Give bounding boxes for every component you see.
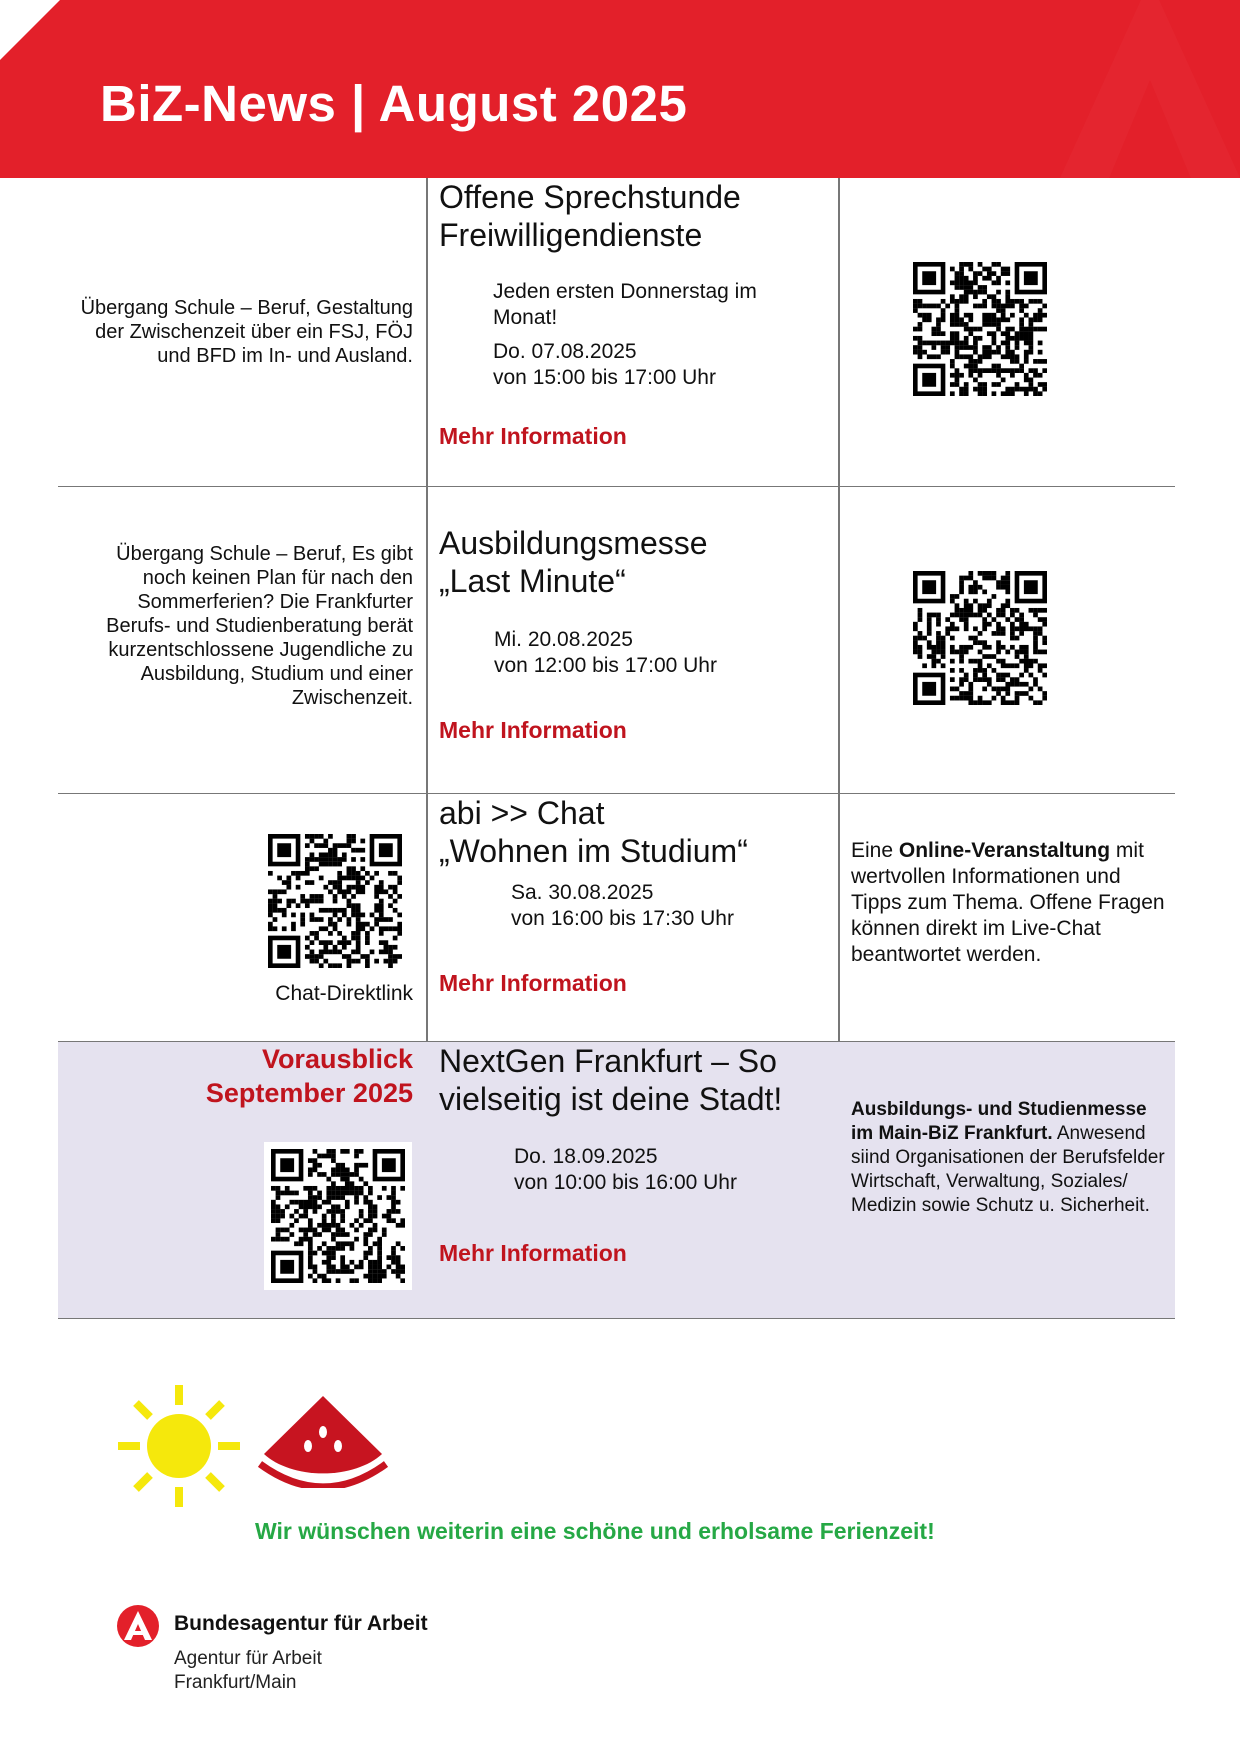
header-corner <box>0 0 60 60</box>
qr-code-icon[interactable] <box>913 262 1047 396</box>
preview-heading: Vorausblick September 2025 <box>205 1044 413 1108</box>
org-sub: Agentur für Arbeit Frankfurt/Main <box>174 1648 322 1693</box>
more-info-link[interactable]: Mehr Information <box>439 1240 627 1266</box>
event-description: Übergang Schule – Beruf, Es gibt noch keinen Plan für nach den Sommerferien? Die Frankfurter Berufs- und Studienberatung berät kurzentschlossene Jugendliche zu Ausbildung, Studium und einer Zwischenzeit. <box>106 543 413 709</box>
watermelon-icon <box>256 1392 390 1488</box>
event-description: Übergang Schule – Beruf, Gestaltung der Zwischenzeit über ein FSJ, FÖJ und BFD im In- und Ausland. <box>80 297 413 367</box>
event-title: Ausbildungsmesse „Last Minute“ <box>439 525 708 599</box>
more-info-link[interactable]: Mehr Information <box>439 717 627 743</box>
qr-code-icon[interactable] <box>271 1149 405 1283</box>
ba-logo-watermark-icon <box>1040 0 1240 178</box>
ba-logo-icon <box>116 1604 160 1648</box>
event-side-info: Ausbildungs- und Studienmesse im Main-BiZ Frankfurt. Anwesend siind Organisationen der Berufsfelder Wirtschaft, Verwaltung, Soziales/ Medizin sowie Schutz u. Sicherheit. <box>851 1099 1165 1216</box>
event-details: Do. 18.09.2025 von 10:00 bis 16:00 Uhr <box>514 1145 737 1194</box>
event-title: Offene Sprechstunde Freiwilligendienste <box>439 179 741 253</box>
event-row-freiwilligendienste <box>58 178 1175 487</box>
qr-code-frame <box>264 1142 412 1290</box>
event-row-abi-chat <box>58 794 1175 1042</box>
chat-direct-link[interactable]: Chat-Direktlink <box>275 982 413 1005</box>
org-name: Bundesagentur für Arbeit <box>174 1612 428 1635</box>
event-details: Mi. 20.08.2025 von 12:00 bis 17:00 Uhr <box>494 628 717 677</box>
event-details: Jeden ersten Donnerstag im Monat! Do. 07.08.2025 von 15:00 bis 17:00 Uhr <box>493 280 757 389</box>
event-row-nextgen-preview <box>58 1042 1175 1319</box>
event-title: NextGen Frankfurt – So vielseitig ist deine Stadt! <box>439 1043 783 1117</box>
qr-code-icon[interactable] <box>913 571 1047 705</box>
event-title: abi >> Chat „Wohnen im Studium“ <box>439 795 748 869</box>
sun-icon <box>116 1383 242 1509</box>
more-info-link[interactable]: Mehr Information <box>439 423 627 449</box>
holiday-wish: Wir wünschen weiterin eine schöne und erholsame Ferienzeit! <box>255 1518 935 1544</box>
event-side-info: Eine Online-Veranstaltung mit wertvollen Informationen und Tipps zum Thema. Offene Fragen können direkt im Live-Chat beantwortet werden. <box>851 839 1165 966</box>
qr-code-icon[interactable] <box>268 834 402 968</box>
more-info-link[interactable]: Mehr Information <box>439 970 627 996</box>
header-banner <box>0 0 1240 178</box>
event-row-last-minute <box>58 487 1175 794</box>
page-title: BiZ-News | August 2025 <box>100 75 688 132</box>
event-details: Sa. 30.08.2025 von 16:00 bis 17:30 Uhr <box>511 881 734 930</box>
